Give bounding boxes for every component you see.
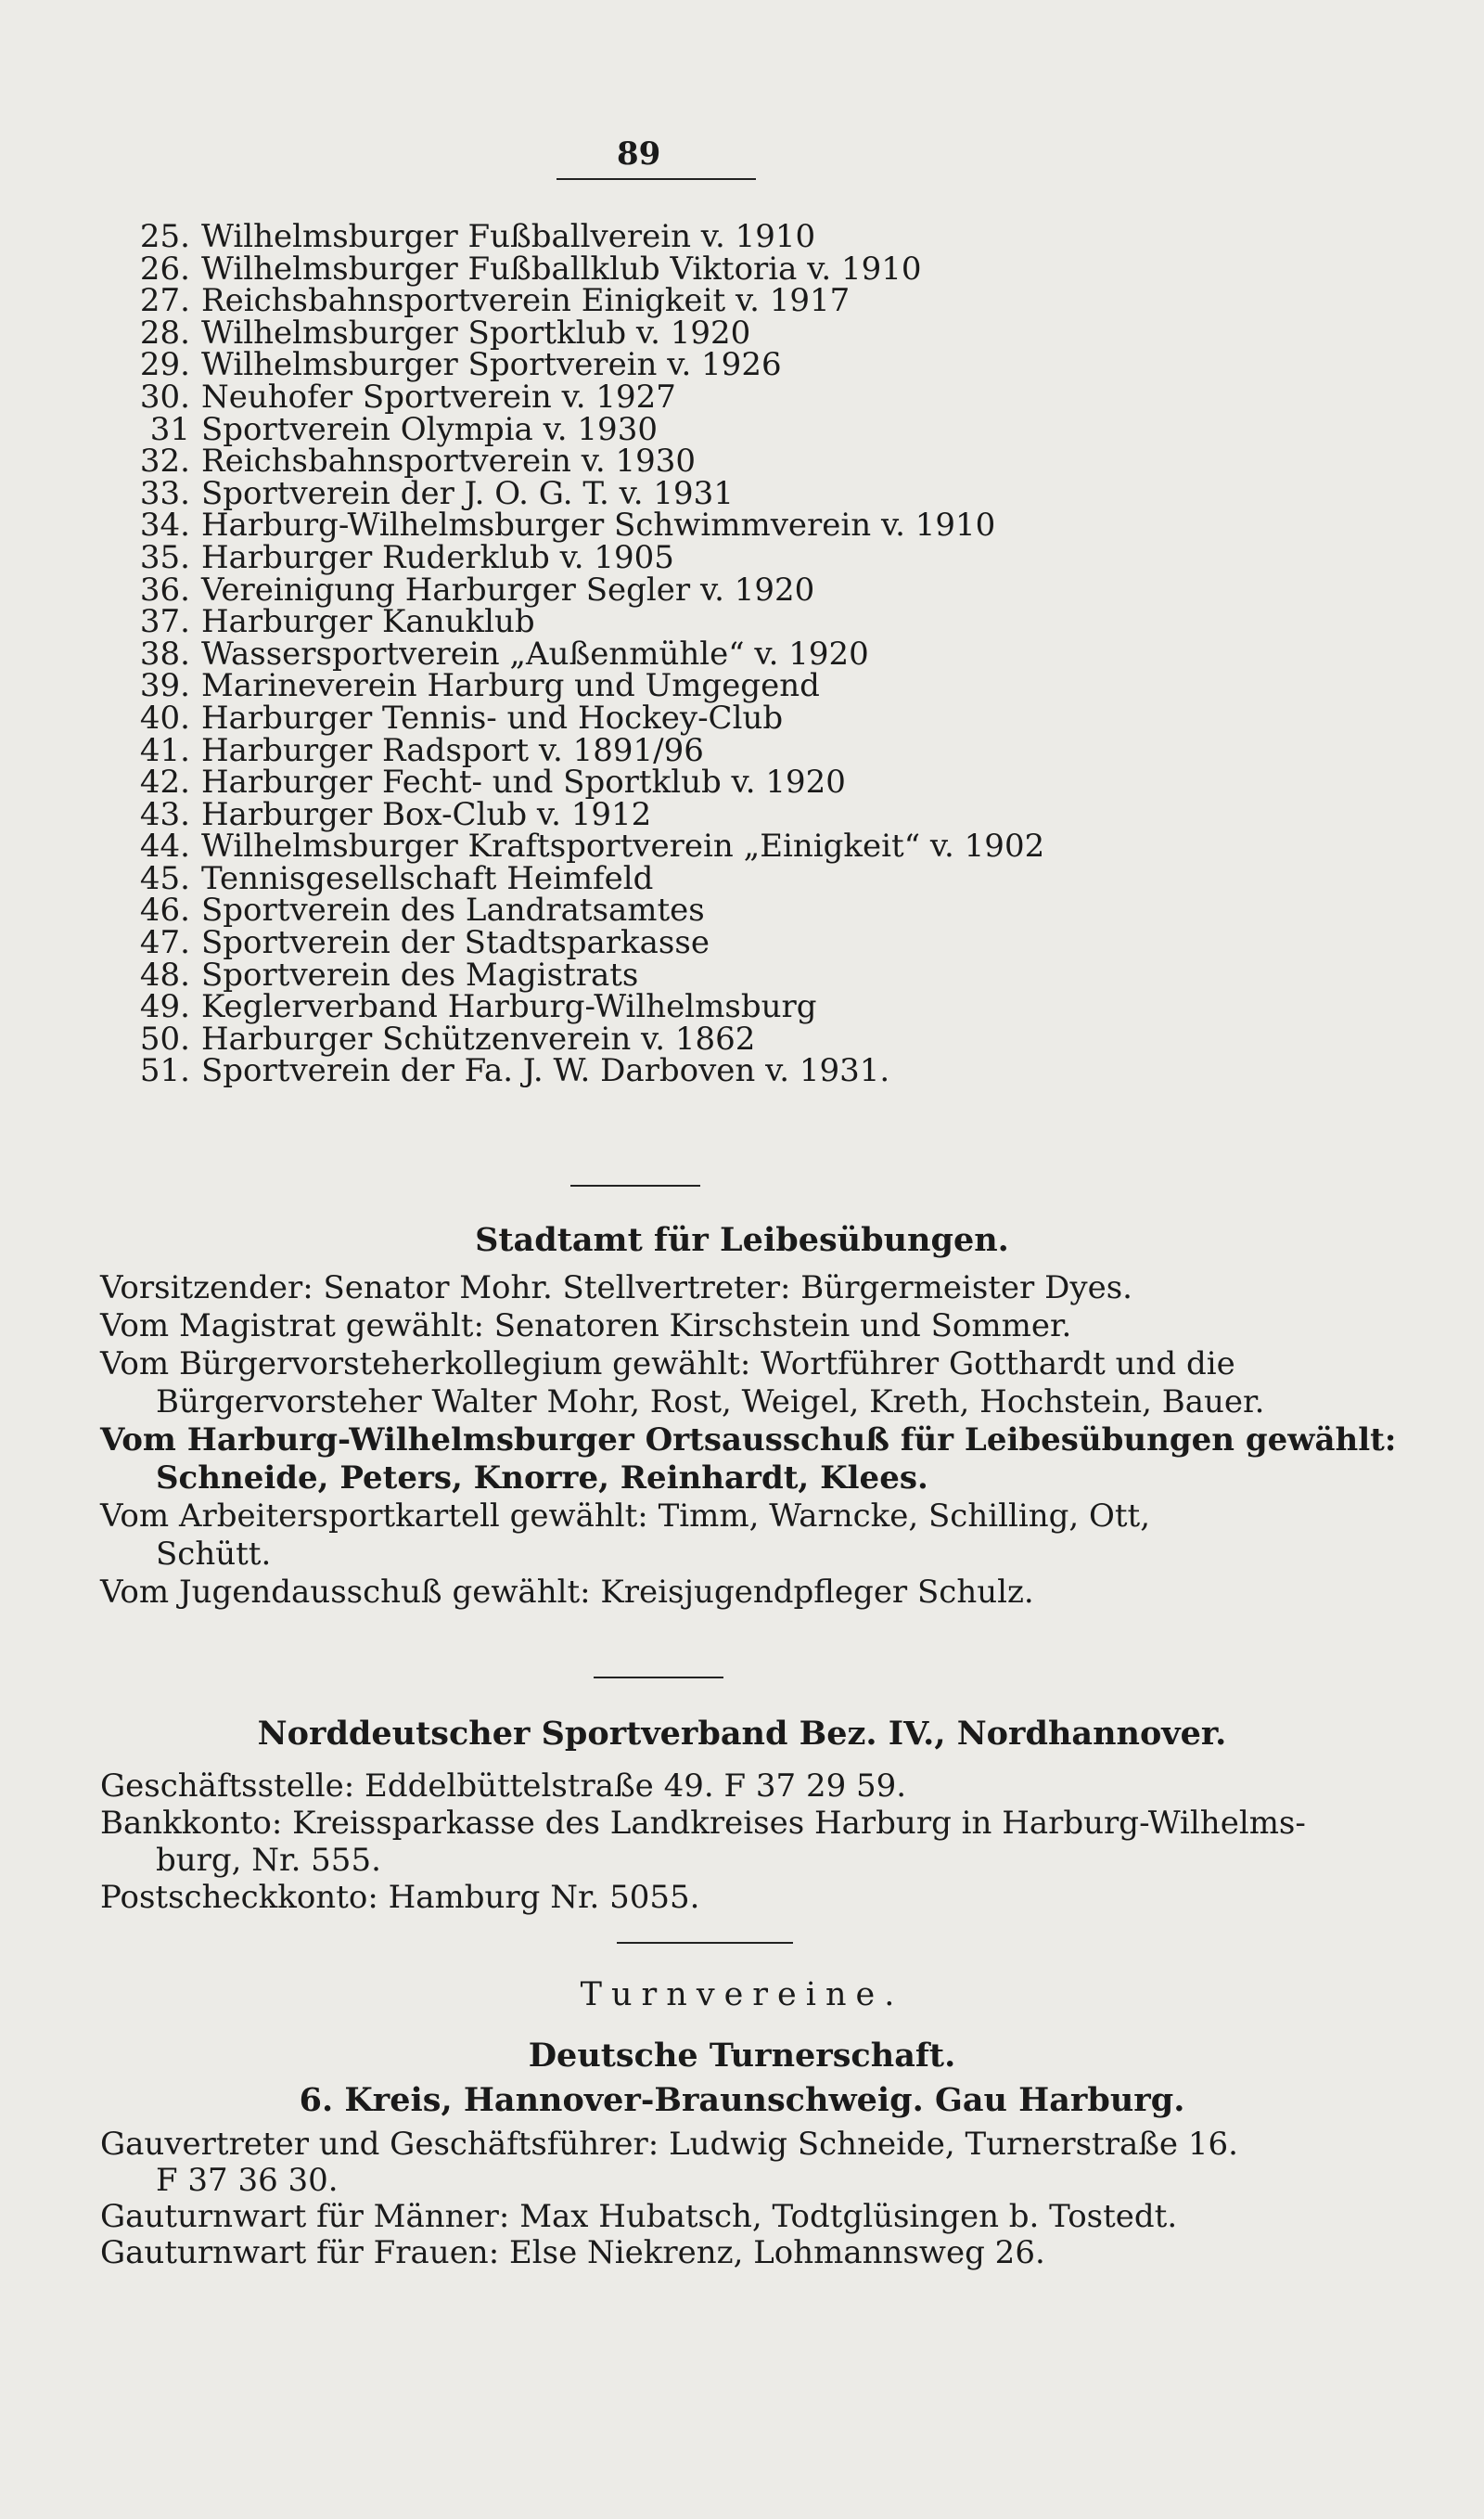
item-text: Wilhelmsburger Kraftsportverein „Einigkeit“ v. 1902 <box>201 828 1045 866</box>
list-item <box>139 699 1044 737</box>
list-item <box>139 443 1044 481</box>
item-number: 41. <box>139 731 190 769</box>
item-number: 27. <box>139 282 190 320</box>
item-text: Wilhelmsburger Fußballverein v. 1910 <box>201 218 816 255</box>
item-text: Vereinigung Harburger Segler v. 1920 <box>201 571 815 609</box>
list-item <box>139 571 1044 609</box>
section-divider <box>594 1677 723 1678</box>
item-number: 51. <box>139 1052 190 1090</box>
list-item <box>139 828 1045 866</box>
item-number: 28. <box>139 314 190 352</box>
item-number: 35. <box>139 538 190 576</box>
section-divider <box>570 1185 700 1187</box>
header-rule <box>556 178 756 180</box>
item-number: 25. <box>139 218 190 255</box>
item-number: 33. <box>139 474 190 512</box>
item-number: 45. <box>139 859 190 897</box>
item-text: Reichsbahnsportverein Einigkeit v. 1917 <box>201 282 851 320</box>
list-item <box>139 603 1044 641</box>
item-number: 43. <box>139 795 190 833</box>
item-text: Reichsbahnsportverein v. 1930 <box>201 443 697 481</box>
text-line: Vom Arbeitersportkartell gewählt: Timm, Warncke, Schilling, Ott, <box>100 1497 1151 1535</box>
list-item <box>139 538 1044 576</box>
item-text: Wilhelmsburger Fußballklub Viktoria v. 1910 <box>201 250 922 288</box>
item-text: Sportverein der J. O. G. T. v. 1931 <box>201 474 734 512</box>
item-text: Sportverein Olympia v. 1930 <box>201 410 658 448</box>
list-item <box>139 988 1044 1026</box>
item-number: 49. <box>139 988 190 1026</box>
item-text: Tennisgesellschaft Heimfeld <box>201 859 654 897</box>
list-item <box>139 1052 1044 1090</box>
list-item <box>139 892 1044 930</box>
item-text: Harburger Schützenverein v. 1862 <box>201 1020 756 1058</box>
text-line: burg, Nr. 555. <box>156 1842 381 1879</box>
turnerschaft-title: Deutsche Turnerschaft. <box>528 2037 956 2075</box>
stadtamt-body <box>100 1269 1397 1612</box>
text-line: Vom Bürgervorsteherkollegium gewählt: Wortführer Gotthardt und die <box>100 1345 1235 1382</box>
text-line: Vom Harburg-Wilhelmsburger Ortsausschuß für Leibesübungen gewählt: <box>100 1421 1397 1459</box>
text-line: Vom Magistrat gewählt: Senatoren Kirschstein und Sommer. <box>100 1307 1072 1344</box>
text-line: Bürgervorsteher Walter Mohr, Rost, Weigel, Kreth, Hochstein, Bauer. <box>156 1383 1265 1420</box>
item-number: 38. <box>139 635 190 673</box>
text-line: Gauturnwart für Männer: Max Hubatsch, Todtglüsingen b. Tostedt. <box>100 2198 1178 2235</box>
item-number: 31 <box>149 410 190 448</box>
list-item <box>139 218 1044 255</box>
list-item <box>139 924 1044 962</box>
item-number: 29. <box>139 346 190 384</box>
text-line: Geschäftsstelle: Eddelbüttelstraße 49. F 37 29 59. <box>100 1767 907 1805</box>
list-item <box>139 507 1044 545</box>
stadtamt-title: Stadtamt für Leibesübungen. <box>475 1221 1009 1259</box>
text-line: Gauvertreter und Geschäftsführer: Ludwig Schneide, Turnerstraße 16. <box>100 2126 1238 2163</box>
item-number: 46. <box>139 892 190 930</box>
item-text: Harburger Radsport v. 1891/96 <box>201 731 704 769</box>
item-number: 36. <box>139 571 190 609</box>
list-item <box>139 250 1044 288</box>
list-item <box>139 764 1044 802</box>
item-number: 37. <box>139 603 190 641</box>
text-line: Vorsitzender: Senator Mohr. Stellvertreter: Bürgermeister Dyes. <box>100 1269 1132 1306</box>
list-item <box>139 1020 1044 1058</box>
section-divider <box>617 1942 793 1944</box>
item-number: 30. <box>139 378 190 416</box>
text-line: F 37 36 30. <box>156 2162 339 2199</box>
list-item <box>139 378 1044 416</box>
item-text: Harburger Ruderklub v. 1905 <box>201 538 674 576</box>
item-text: Harburger Fecht- und Sportklub v. 1920 <box>201 764 846 802</box>
item-number: 39. <box>139 667 190 705</box>
item-number: 50. <box>139 1020 190 1058</box>
list-item <box>139 282 1044 320</box>
item-text: Harburger Kanuklub <box>201 603 535 641</box>
item-text: Wilhelmsburger Sportklub v. 1920 <box>201 314 751 352</box>
text-line: Bankkonto: Kreissparkasse des Landkreises Harburg in Harburg-Wilhelms- <box>100 1805 1306 1842</box>
item-text: Wilhelmsburger Sportverein v. 1926 <box>201 346 782 384</box>
item-text: Harburg-Wilhelmsburger Schwimmverein v. 1910 <box>201 507 996 545</box>
text-line: Gauturnwart für Frauen: Else Niekrenz, Lohmannsweg 26. <box>100 2234 1045 2271</box>
item-text: Sportverein der Fa. J. W. Darboven v. 1931. <box>201 1052 890 1090</box>
page-number: 89 <box>617 135 661 173</box>
item-text: Harburger Tennis- und Hockey-Club <box>201 699 784 737</box>
item-number: 44. <box>139 828 190 866</box>
list-item <box>139 859 1044 897</box>
text-line: Schneide, Peters, Knorre, Reinhardt, Klees. <box>156 1459 928 1497</box>
club-list <box>139 218 1045 1090</box>
text-line: Schütt. <box>156 1536 272 1573</box>
gau-title: 6. Kreis, Hannover-Braunschweig. Gau Harburg. <box>299 2081 1185 2119</box>
list-item <box>139 474 1044 512</box>
list-item <box>139 956 1044 994</box>
sportverband-title: Norddeutscher Sportverband Bez. IV., Nordhannover. <box>257 1715 1227 1753</box>
list-item <box>139 314 1044 352</box>
item-text: Harburger Box-Club v. 1912 <box>201 795 652 833</box>
list-item <box>139 410 1044 448</box>
item-number: 42. <box>139 764 190 802</box>
list-item <box>139 346 1044 384</box>
item-text: Sportverein des Magistrats <box>201 956 639 994</box>
list-item <box>139 667 1044 705</box>
text-line: Postscheckkonto: Hamburg Nr. 5055. <box>100 1879 700 1916</box>
item-number: 40. <box>139 699 190 737</box>
item-number: 26. <box>139 250 190 288</box>
item-text: Wassersportverein „Außenmühle“ v. 1920 <box>201 635 869 673</box>
list-item <box>139 795 1044 833</box>
item-text: Keglerverband Harburg-Wilhelmsburg <box>201 988 817 1026</box>
item-text: Sportverein des Landratsamtes <box>201 892 705 930</box>
list-item <box>139 635 1044 673</box>
item-number: 48. <box>139 956 190 994</box>
item-number: 32. <box>139 443 190 481</box>
item-number: 47. <box>139 924 190 962</box>
item-text: Neuhofer Sportverein v. 1927 <box>201 378 676 416</box>
item-number: 34. <box>139 507 190 545</box>
turnvereine-heading: Turnvereine. <box>580 1976 904 2013</box>
item-text: Marineverein Harburg und Umgegend <box>201 667 820 705</box>
item-text: Sportverein der Stadtsparkasse <box>201 924 710 962</box>
list-item <box>139 731 1044 769</box>
sportverband-body <box>100 1767 1306 1916</box>
text-line: Vom Jugendausschuß gewählt: Kreisjugendpfleger Schulz. <box>100 1574 1034 1611</box>
turnvereine-body <box>100 2127 1297 2271</box>
